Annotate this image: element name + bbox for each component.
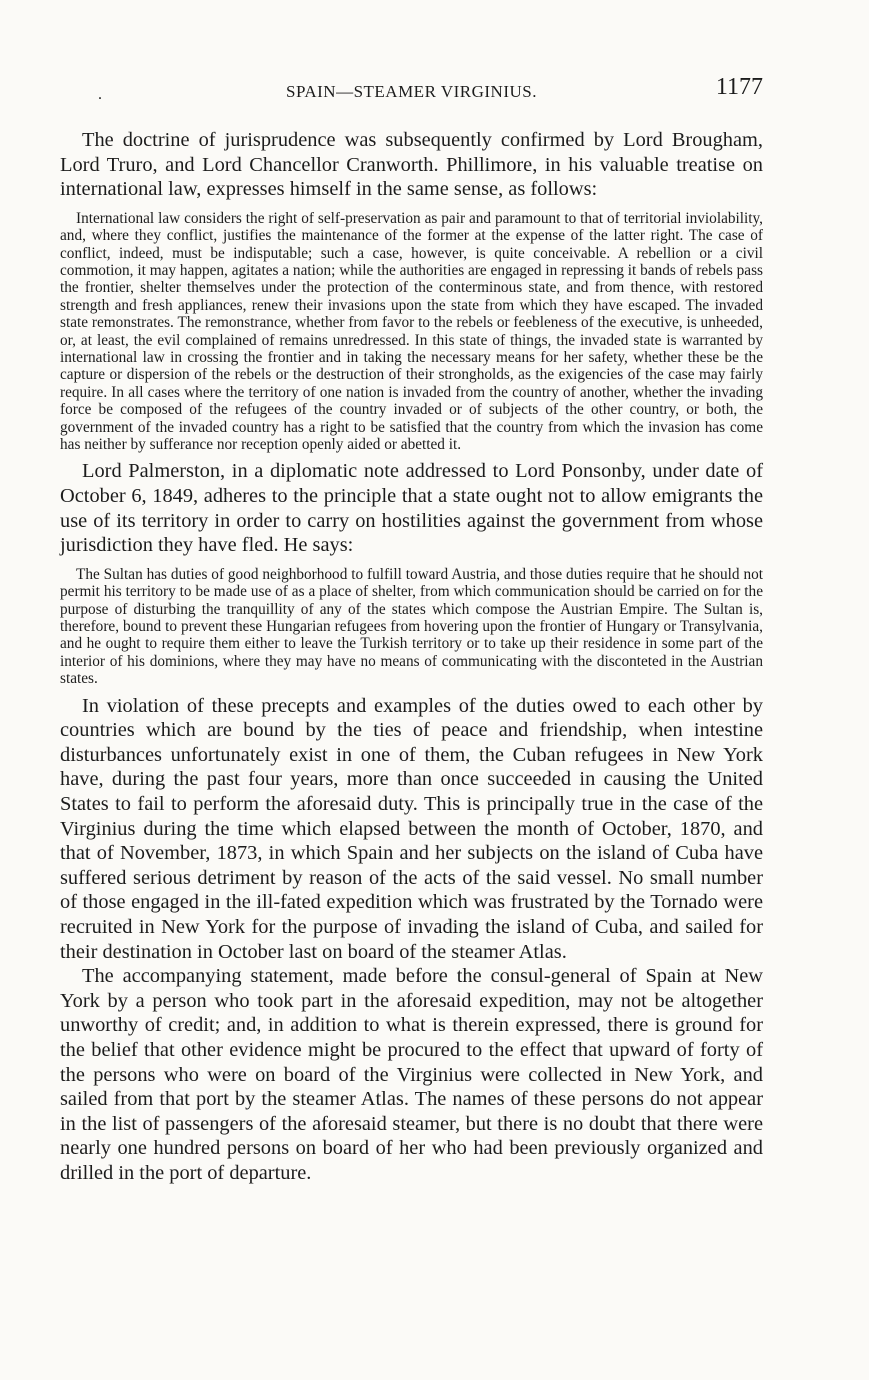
header-marker: . [98, 86, 102, 103]
running-head: SPAIN—STEAMER VIRGINIUS. [286, 82, 537, 101]
quotation-phillimore: International law considers the right of self-preservation as pair and paramount to that of territorial inviolability, and, where they conflict, justifies the maintenance of the former at the expense of the latter right. The case of conflict, indeed, must be indisputable; such a case, however, is quite conceivable. A rebellion or a civil commotion, it may happen, agitates a nation; while the authorities are engaged in repressing it bands of rebels pass the frontier, shelter themselves under the protection of the conterminous state, and from thence, with restored strength and fresh appliances, renew their invasions upon the state from which they have escaped. The invaded state remonstrates. The remonstrance, whether from favor to the rebels or feebleness of the executive, is unheeded, or, at least, the evil complained of remains unredressed. In this state of things, the invaded state is warranted by international law in crossing the frontier and in taking the necessary means for her safety, whether these be the capture or dispersion of the rebels or the destruction of their strongholds, as the exigencies of the case may fairly require. In all cases where the territory of one nation is invaded from the country of another, whether the invading force be composed of the refugees of the country invaded or of subjects of the other country, or both, the government of the invaded country has a right to be satisfied that the country from which the invasion has come has neither by sufferance nor reception openly aided or abetted it. [60, 209, 763, 454]
paragraph-2: Lord Palmerston, in a diplomatic note addressed to Lord Ponsonby, under date of October 6, 1849, adheres to the principle that a state ought not to allow emigrants the use of its territory in order to carry on hostilities against the government from whose jurisdiction they have fled. He says: [60, 460, 763, 557]
paragraph-3: In violation of these precepts and examples of the duties owed to each other by countries which are bound by the ties of peace and friendship, when intestine disturbances unfortunately exist in one of them, the Cuban refugees in New York have, during the past four years, more than once succeeded in causing the United States to fail to perform the aforesaid duty. This is principally true in the case of the Virginius during the time which elapsed between the month of October, 1870, and that of November, 1873, in which Spain and her subjects on the island of Cuba have suffered serious detriment by reason of the acts of the said vessel. No small number of those engaged in the ill-fated expedition which was frustrated by the Tornado were recruited in New York for the purpose of invading the island of Cuba, and sailed for their destination in October last on board of the steamer Atlas. [60, 694, 763, 963]
page-header [60, 72, 763, 108]
paragraph-4: The accompanying statement, made before the consul-general of Spain at New York by a person who took part in the aforesaid expedition, may not be altogether unworthy of credit; and, in addition to what is therein expressed, there is ground for the belief that other evidence might be procured to the effect that upward of forty of the persons who were on board of the Virginius were collected in New York, and sailed from that port by the steamer Atlas. The names of these persons do not appear in the list of passengers of the aforesaid steamer, but there is no doubt that there were nearly one hundred persons on board of her who had been previously organized and drilled in the port of departure. [60, 965, 763, 1184]
document-page [60, 72, 763, 1186]
page-number: 1177 [715, 74, 763, 100]
paragraph-1: The doctrine of jurisprudence was subsequently confirmed by Lord Brougham, Lord Truro, and Lord Chancellor Cranworth. Phillimore, in his valuable treatise on international law, expresses himself in the same sense, as follows: [60, 129, 763, 201]
quotation-palmerston: The Sultan has duties of good neighborhood to fulfill toward Austria, and those duties require that he should not permit his territory to be made use of as a place of shelter, from which communication should be carried on for the purpose of disturbing the tranquillity of any of the states which compose the Austrian Empire. The Sultan is, therefore, bound to prevent these Hungarian refugees from hovering upon the frontier of Hungary or Transylvania, and he ought to require them either to leave the Turkish territory or to take up their residence in some part of the interior of his dominions, where they may have no means of communicating with the disconteted in the Austrian states. [60, 565, 763, 688]
